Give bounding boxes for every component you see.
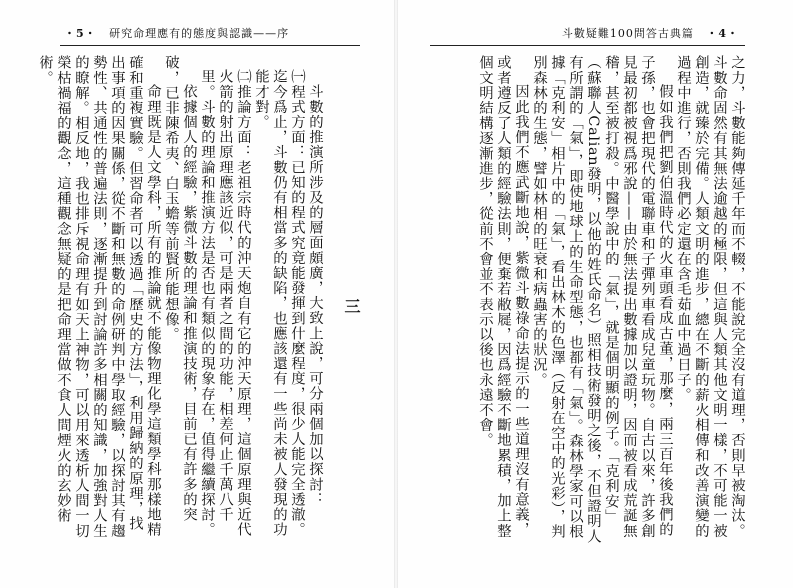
right-paragraph-3: 因此我們不應武斷地說，紫微斗數祿命法提示的一些道理沒有意義，或者遵反了人類的經驗法則，便棄若敝屣，因爲經驗不斷地累積，加上整個文明結構逐漸進步，從前不會並不表示以後也永遠不會。 <box>477 55 529 539</box>
left-page-number: ・5・ <box>64 27 97 40</box>
left-paragraph-1: 斗數的推演所涉及的層面頗廣，大致上說，可分兩個加以探討： <box>307 83 323 507</box>
right-page-header <box>558 26 743 42</box>
section-heading: 三 <box>342 298 361 318</box>
right-page-body <box>432 55 746 545</box>
right-running-title: 斗數疑難100問答古典篇 <box>561 27 694 40</box>
left-page-body <box>37 55 361 545</box>
book-gutter <box>394 0 398 588</box>
left-running-title: 研究命理應有的態度與認識——序 <box>109 27 290 40</box>
right-paragraph-2: 假如我們把劉伯溫時代的火車頭看成古董，那麼，兩三百年後我們的子孫，也會把現代的電聯車和子彈列車看成兒童玩物。自古以來，許多創見最初都被視爲邪說——由於無法提出數據加以證明，因而被看成荒誕無稽，甚至被打殺。中醫學說中的「氣」，就是個明顯的例子。「克利安」（蘇聯人Calian發明，以他的姓氏命名）照相技術發明之後，不但證明人有所謂的「氣」，即使地球上的生命型態，也都有「氣」。森林學家可以根據「克利安」相片中的「氣」，看出林木的色澤（反射在空中的光彩），判別森林的生態，譬如林相的旺衰和病蟲害的狀況。 <box>531 55 673 544</box>
left-page-header <box>60 26 293 42</box>
left-item-1: ㈠程式方面：已知的程式究竟能發揮到什麼程度，很少人能完全透澈。迄今爲止，斗數仍有相當多的缺陷，也應該還有一些尚未被人發現的功能才對。 <box>253 69 305 538</box>
left-paragraph-3: 命理既是人文學科，所有的推論就不能像物理化學這類學科那樣地精確和重複實驗。但習命者可以透過「歷史的方法」，利用歸納的原理，找出事項的因果關係，從不斷和無數的命例研判中學取經驗，以探討其有趨勢性、共通性的普遍法則，逐漸提升到討論許多相關的知識，加強對人生的瞭解。相反地，我也排斥視命理有如天上神物，可以用來透析人間一切榮枯禍福的觀念，這種觀念無疑的是把命理當做不食人間煙火的玄妙術術。 <box>37 55 161 539</box>
right-page-number: ・4・ <box>706 27 739 40</box>
right-header-rule <box>430 45 745 46</box>
left-item-2: ㈡推論方面：老祖宗時代的沖天炮自有它的沖天原理，這個原理與近代火箭的射出原理應該近似，可是兩者之間的功能，相差何止千萬八千里。斗數的理論和推演方法是否也有類似的現象存在，值得繼續探討。 <box>199 69 251 538</box>
right-paragraph-1: 之力，斗數能夠傳延千年而不輟，不能說完全沒有道理，否則早被淘汰。斗數命固然有其無法逾越的極限，但這與人類其他文明一樣，不可能一被創造，就臻於完備。人類文明的進步，總在不斷的薪火相傳和改善演變的過程中進行，否則我們必定還在含毛茹血中過日子。 <box>675 55 745 539</box>
spacer <box>324 55 342 545</box>
left-paragraph-2: 依據個人的經驗，紫微斗數的理論和推演技術，目前已有許多的突破，已非陳希夷、白玉蟾等前賢所能想像。 <box>163 55 197 522</box>
left-header-rule <box>60 45 360 46</box>
